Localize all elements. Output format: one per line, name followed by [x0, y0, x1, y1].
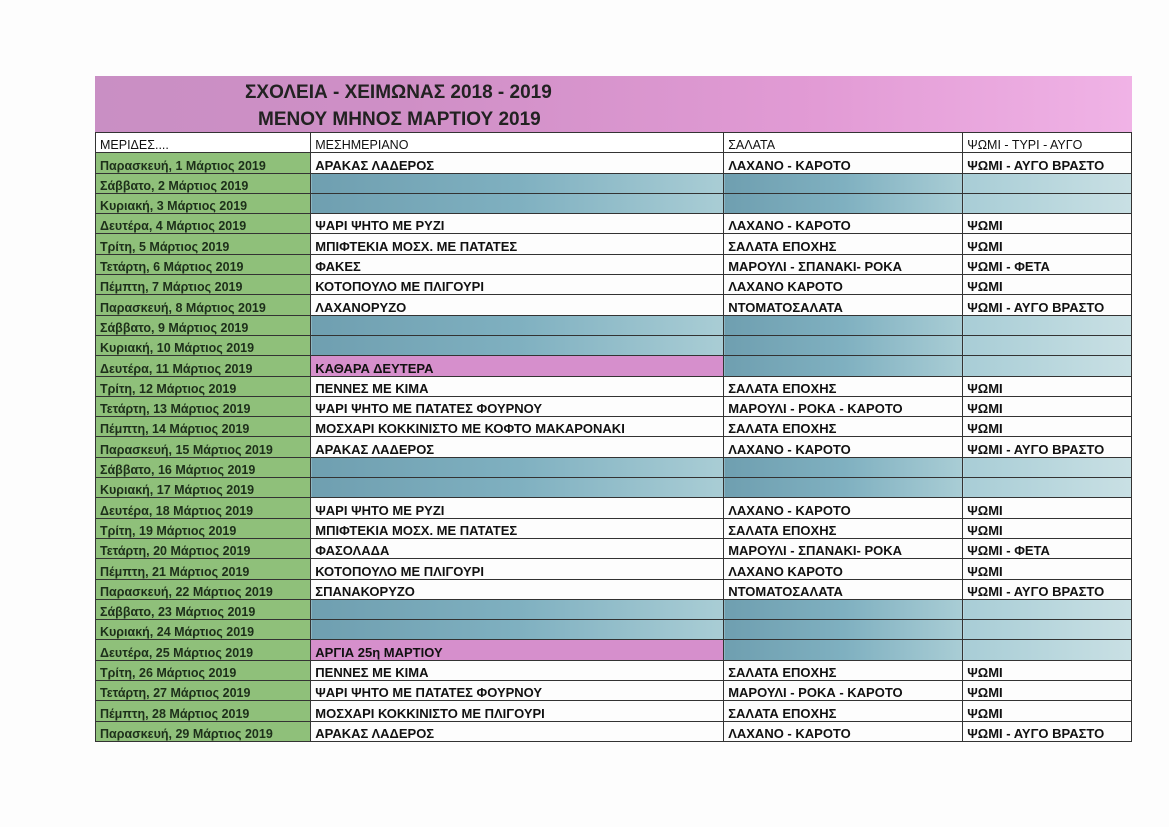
bread-cell: ΨΩΜΙ — [963, 275, 1132, 295]
bread-cell: ΨΩΜΙ - ΑΥΓΟ ΒΡΑΣΤΟ — [963, 721, 1132, 741]
table-row — [96, 417, 1132, 437]
salad-cell: ΛΑΧΑΝΟ ΚΑΡΟΤΟ — [724, 275, 963, 295]
main-dish-cell: ΠΕΝΝΕΣ ΜΕ ΚΙΜΑ — [311, 660, 724, 680]
salad-cell — [724, 315, 963, 335]
salad-cell: ΣΑΛΑΤΑ ΕΠΟΧΗΣ — [724, 376, 963, 396]
salad-cell — [724, 599, 963, 619]
main-dish-cell — [311, 599, 724, 619]
main-dish-cell: ΨΑΡΙ ΨΗΤΟ ΜΕ ΡΥΖΙ — [311, 214, 724, 234]
main-dish-cell: ΑΡΓΙΑ 25η ΜΑΡΤΙΟΥ — [311, 640, 724, 660]
bread-cell — [963, 457, 1132, 477]
header-main: ΜΕΣΗΜΕΡΙΑΝΟ — [311, 133, 724, 153]
salad-cell — [724, 620, 963, 640]
menu-sheet — [95, 76, 1132, 742]
day-cell: Τρίτη, 5 Μάρτιος 2019 — [96, 234, 311, 254]
salad-cell: ΣΑΛΑΤΑ ΕΠΟΧΗΣ — [724, 417, 963, 437]
day-cell: Τετάρτη, 20 Μάρτιος 2019 — [96, 538, 311, 558]
day-cell: Σάββατο, 2 Μάρτιος 2019 — [96, 173, 311, 193]
bread-cell — [963, 620, 1132, 640]
day-cell: Δευτέρα, 18 Μάρτιος 2019 — [96, 498, 311, 518]
table-row — [96, 701, 1132, 721]
day-cell: Τετάρτη, 6 Μάρτιος 2019 — [96, 254, 311, 274]
salad-cell — [724, 457, 963, 477]
bread-cell: ΨΩΜΙ — [963, 417, 1132, 437]
bread-cell — [963, 315, 1132, 335]
table-row — [96, 193, 1132, 213]
salad-cell — [724, 193, 963, 213]
salad-cell — [724, 478, 963, 498]
table-row — [96, 153, 1132, 173]
day-cell: Τετάρτη, 27 Μάρτιος 2019 — [96, 681, 311, 701]
main-dish-cell: ΜΟΣΧΑΡΙ ΚΟΚΚΙΝΙΣΤΟ ΜΕ ΠΛΙΓΟΥΡΙ — [311, 701, 724, 721]
bread-cell: ΨΩΜΙ - ΑΥΓΟ ΒΡΑΣΤΟ — [963, 153, 1132, 173]
table-row — [96, 721, 1132, 741]
day-cell: Παρασκευή, 22 Μάρτιος 2019 — [96, 579, 311, 599]
header-salad: ΣΑΛΑΤΑ — [724, 133, 963, 153]
main-dish-cell: ΛΑΧΑΝΟΡΥΖΟ — [311, 295, 724, 315]
main-dish-cell — [311, 335, 724, 355]
table-row — [96, 681, 1132, 701]
main-dish-cell: ΨΑΡΙ ΨΗΤΟ ΜΕ ΠΑΤΑΤΕΣ ΦΟΥΡΝΟΥ — [311, 681, 724, 701]
main-dish-cell: ΑΡΑΚΑΣ ΛΑΔΕΡΟΣ — [311, 153, 724, 173]
bread-cell — [963, 193, 1132, 213]
day-cell: Τρίτη, 19 Μάρτιος 2019 — [96, 518, 311, 538]
bread-cell — [963, 640, 1132, 660]
salad-cell: ΜΑΡΟΥΛΙ - ΡΟΚΑ - ΚΑΡΟΤΟ — [724, 681, 963, 701]
salad-cell: ΛΑΧΑΝΟ - ΚΑΡΟΤΟ — [724, 721, 963, 741]
bread-cell: ΨΩΜΙ — [963, 559, 1132, 579]
salad-cell: ΣΑΛΑΤΑ ΕΠΟΧΗΣ — [724, 660, 963, 680]
day-cell: Τρίτη, 12 Μάρτιος 2019 — [96, 376, 311, 396]
day-cell: Πέμπτη, 14 Μάρτιος 2019 — [96, 417, 311, 437]
bread-cell: ΨΩΜΙ — [963, 376, 1132, 396]
table-row — [96, 335, 1132, 355]
day-cell: Σάββατο, 16 Μάρτιος 2019 — [96, 457, 311, 477]
day-cell: Παρασκευή, 29 Μάρτιος 2019 — [96, 721, 311, 741]
table-row — [96, 579, 1132, 599]
table-row — [96, 538, 1132, 558]
table-row — [96, 640, 1132, 660]
main-dish-cell — [311, 173, 724, 193]
table-row — [96, 173, 1132, 193]
salad-cell: ΛΑΧΑΝΟ - ΚΑΡΟΤΟ — [724, 214, 963, 234]
bread-cell — [963, 335, 1132, 355]
bread-cell — [963, 599, 1132, 619]
table-row — [96, 660, 1132, 680]
day-cell: Κυριακή, 3 Μάρτιος 2019 — [96, 193, 311, 213]
main-dish-cell — [311, 620, 724, 640]
table-row — [96, 559, 1132, 579]
main-dish-cell — [311, 478, 724, 498]
main-dish-cell: ΑΡΑΚΑΣ ΛΑΔΕΡΟΣ — [311, 437, 724, 457]
table-row — [96, 376, 1132, 396]
table-row — [96, 295, 1132, 315]
salad-cell: ΝΤΟΜΑΤΟΣΑΛΑΤΑ — [724, 295, 963, 315]
day-cell: Σάββατο, 9 Μάρτιος 2019 — [96, 315, 311, 335]
table-row — [96, 478, 1132, 498]
bread-cell: ΨΩΜΙ - ΦΕΤΑ — [963, 254, 1132, 274]
salad-cell — [724, 173, 963, 193]
bread-cell: ΨΩΜΙ - ΦΕΤΑ — [963, 538, 1132, 558]
bread-cell: ΨΩΜΙ — [963, 498, 1132, 518]
day-cell: Παρασκευή, 15 Μάρτιος 2019 — [96, 437, 311, 457]
table-row — [96, 457, 1132, 477]
salad-cell: ΣΑΛΑΤΑ ΕΠΟΧΗΣ — [724, 518, 963, 538]
main-dish-cell: ΑΡΑΚΑΣ ΛΑΔΕΡΟΣ — [311, 721, 724, 741]
day-cell: Τετάρτη, 13 Μάρτιος 2019 — [96, 396, 311, 416]
salad-cell — [724, 640, 963, 660]
main-dish-cell: ΦΑΚΕΣ — [311, 254, 724, 274]
table-row — [96, 518, 1132, 538]
day-cell: Κυριακή, 24 Μάρτιος 2019 — [96, 620, 311, 640]
day-cell: Δευτέρα, 4 Μάρτιος 2019 — [96, 214, 311, 234]
header-bread: ΨΩΜΙ - ΤΥΡΙ - ΑΥΓΟ — [963, 133, 1132, 153]
bread-cell — [963, 173, 1132, 193]
salad-cell: ΜΑΡΟΥΛΙ - ΣΠΑΝΑΚΙ- ΡΟΚΑ — [724, 538, 963, 558]
main-dish-cell — [311, 315, 724, 335]
day-cell: Δευτέρα, 25 Μάρτιος 2019 — [96, 640, 311, 660]
main-dish-cell: ΣΠΑΝΑΚΟΡΥΖΟ — [311, 579, 724, 599]
day-cell: Παρασκευή, 1 Μάρτιος 2019 — [96, 153, 311, 173]
title-line-1: ΣΧΟΛΕΙΑ - ΧΕΙΜΩΝΑΣ 2018 - 2019 — [245, 82, 552, 103]
main-dish-cell: ΜΠΙΦΤΕΚΙΑ ΜΟΣΧ. ΜΕ ΠΑΤΑΤΕΣ — [311, 234, 724, 254]
main-dish-cell: ΨΑΡΙ ΨΗΤΟ ΜΕ ΠΑΤΑΤΕΣ ΦΟΥΡΝΟΥ — [311, 396, 724, 416]
header-day: ΜΕΡΙΔΕΣ.... — [96, 133, 311, 153]
day-cell: Πέμπτη, 21 Μάρτιος 2019 — [96, 559, 311, 579]
bread-cell: ΨΩΜΙ — [963, 660, 1132, 680]
main-dish-cell: ΠΕΝΝΕΣ ΜΕ ΚΙΜΑ — [311, 376, 724, 396]
table-row — [96, 254, 1132, 274]
table-row — [96, 437, 1132, 457]
title-banner — [95, 76, 1132, 132]
bread-cell: ΨΩΜΙ — [963, 681, 1132, 701]
salad-cell: ΜΑΡΟΥΛΙ - ΡΟΚΑ - ΚΑΡΟΤΟ — [724, 396, 963, 416]
bread-cell — [963, 478, 1132, 498]
day-cell: Πέμπτη, 28 Μάρτιος 2019 — [96, 701, 311, 721]
bread-cell: ΨΩΜΙ - ΑΥΓΟ ΒΡΑΣΤΟ — [963, 437, 1132, 457]
main-dish-cell: ΜΟΣΧΑΡΙ ΚΟΚΚΙΝΙΣΤΟ ΜΕ ΚΟΦΤΟ ΜΑΚΑΡΟΝΑΚΙ — [311, 417, 724, 437]
table-row — [96, 214, 1132, 234]
bread-cell — [963, 356, 1132, 376]
bread-cell: ΨΩΜΙ — [963, 214, 1132, 234]
main-dish-cell: ΚΟΤΟΠΟΥΛΟ ΜΕ ΠΛΙΓΟΥΡΙ — [311, 275, 724, 295]
bread-cell: ΨΩΜΙ - ΑΥΓΟ ΒΡΑΣΤΟ — [963, 295, 1132, 315]
day-cell: Κυριακή, 10 Μάρτιος 2019 — [96, 335, 311, 355]
day-cell: Παρασκευή, 8 Μάρτιος 2019 — [96, 295, 311, 315]
salad-cell — [724, 356, 963, 376]
day-cell: Τρίτη, 26 Μάρτιος 2019 — [96, 660, 311, 680]
salad-cell — [724, 335, 963, 355]
menu-table — [95, 132, 1132, 742]
salad-cell: ΣΑΛΑΤΑ ΕΠΟΧΗΣ — [724, 701, 963, 721]
salad-cell: ΝΤΟΜΑΤΟΣΑΛΑΤΑ — [724, 579, 963, 599]
table-row — [96, 498, 1132, 518]
header-row — [96, 133, 1132, 153]
salad-cell: ΛΑΧΑΝΟ ΚΑΡΟΤΟ — [724, 559, 963, 579]
salad-cell: ΣΑΛΑΤΑ ΕΠΟΧΗΣ — [724, 234, 963, 254]
bread-cell: ΨΩΜΙ — [963, 701, 1132, 721]
salad-cell: ΜΑΡΟΥΛΙ - ΣΠΑΝΑΚΙ- ΡΟΚΑ — [724, 254, 963, 274]
bread-cell: ΨΩΜΙ — [963, 396, 1132, 416]
table-row — [96, 275, 1132, 295]
table-row — [96, 620, 1132, 640]
main-dish-cell: ΚΑΘΑΡΑ ΔΕΥΤΕΡΑ — [311, 356, 724, 376]
bread-cell: ΨΩΜΙ - ΑΥΓΟ ΒΡΑΣΤΟ — [963, 579, 1132, 599]
day-cell: Κυριακή, 17 Μάρτιος 2019 — [96, 478, 311, 498]
table-row — [96, 234, 1132, 254]
bread-cell: ΨΩΜΙ — [963, 518, 1132, 538]
day-cell: Σάββατο, 23 Μάρτιος 2019 — [96, 599, 311, 619]
main-dish-cell — [311, 193, 724, 213]
main-dish-cell: ΚΟΤΟΠΟΥΛΟ ΜΕ ΠΛΙΓΟΥΡΙ — [311, 559, 724, 579]
day-cell: Πέμπτη, 7 Μάρτιος 2019 — [96, 275, 311, 295]
table-row — [96, 315, 1132, 335]
salad-cell: ΛΑΧΑΝΟ - ΚΑΡΟΤΟ — [724, 437, 963, 457]
salad-cell: ΛΑΧΑΝΟ - ΚΑΡΟΤΟ — [724, 498, 963, 518]
bread-cell: ΨΩΜΙ — [963, 234, 1132, 254]
main-dish-cell: ΦΑΣΟΛΑΔΑ — [311, 538, 724, 558]
salad-cell: ΛΑΧΑΝΟ - ΚΑΡΟΤΟ — [724, 153, 963, 173]
table-row — [96, 356, 1132, 376]
main-dish-cell: ΨΑΡΙ ΨΗΤΟ ΜΕ ΡΥΖΙ — [311, 498, 724, 518]
table-row — [96, 396, 1132, 416]
main-dish-cell — [311, 457, 724, 477]
main-dish-cell: ΜΠΙΦΤΕΚΙΑ ΜΟΣΧ. ΜΕ ΠΑΤΑΤΕΣ — [311, 518, 724, 538]
title-line-2: ΜΕΝΟΥ ΜΗΝΟΣ ΜΑΡΤΙΟΥ 2019 — [258, 109, 541, 130]
day-cell: Δευτέρα, 11 Μάρτιος 2019 — [96, 356, 311, 376]
table-row — [96, 599, 1132, 619]
